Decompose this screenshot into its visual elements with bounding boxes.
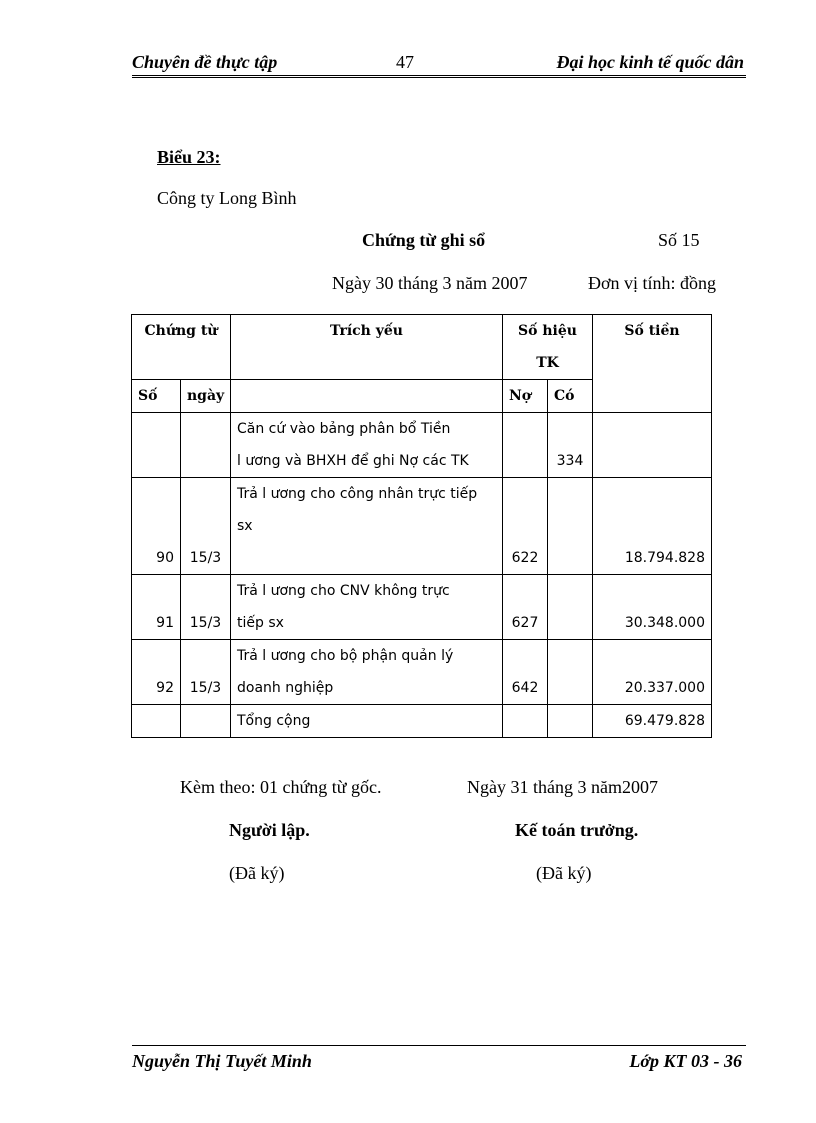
- cell-number: 91: [132, 575, 181, 640]
- signature-date: Ngày 31 tháng 3 năm2007: [467, 777, 658, 797]
- document-title: Chứng từ ghi sổ: [362, 230, 486, 250]
- cell-date: 15/3: [181, 478, 231, 575]
- document-date: Ngày 30 tháng 3 năm 2007: [332, 273, 528, 293]
- cell-credit: [548, 478, 593, 575]
- table-row: [132, 413, 712, 478]
- chief-accountant-signed: (Đã ký): [536, 863, 592, 883]
- currency-unit: Đơn vị tính: đồng: [588, 273, 717, 293]
- header-divider-double: [132, 77, 746, 78]
- cell-date: [181, 413, 231, 478]
- header-thesis-title: Chuyên đề thực tập: [132, 52, 278, 72]
- header-credit: Có: [548, 380, 593, 413]
- cell-number: 90: [132, 478, 181, 575]
- cell-description: [231, 575, 503, 640]
- total-empty: [503, 705, 548, 738]
- description-line: Căn cứ vào bảng phân bổ Tiền: [237, 421, 451, 437]
- cell-amount: [593, 413, 712, 478]
- cell-credit: [548, 640, 593, 705]
- cell-amount: 18.794.828: [593, 478, 712, 575]
- header-voucher: Chứng từ: [132, 315, 231, 380]
- total-empty: [132, 705, 181, 738]
- cell-description: [231, 478, 503, 575]
- cell-description: [231, 640, 503, 705]
- voucher-table: [131, 314, 712, 738]
- preparer-signed: (Đã ký): [229, 863, 285, 883]
- description-line: Trả l ương cho CNV không trực: [237, 583, 450, 599]
- cell-debit: 642: [503, 640, 548, 705]
- cell-description: [231, 413, 503, 478]
- cell-date: 15/3: [181, 640, 231, 705]
- header-number: Số: [132, 380, 181, 413]
- attachment-note: Kèm theo: 01 chứng từ gốc.: [180, 777, 382, 797]
- header-date: ngày: [181, 380, 231, 413]
- header-description: Trích yếu: [231, 315, 503, 380]
- description-line: Trả l ương cho công nhân trực tiếp: [237, 486, 478, 502]
- chief-accountant-title: Kế toán trưởng.: [515, 820, 639, 840]
- header-debit: Nợ: [503, 380, 548, 413]
- total-label: Tổng cộng: [231, 705, 503, 738]
- description-line: sx: [237, 518, 253, 534]
- header-divider: [132, 75, 746, 76]
- description-line: Trả l ương cho bộ phận quản lý: [237, 648, 454, 664]
- form-label: Biểu 23:: [157, 147, 221, 167]
- cell-number: 92: [132, 640, 181, 705]
- cell-amount: 30.348.000: [593, 575, 712, 640]
- cell-debit: [503, 413, 548, 478]
- table-row: [132, 640, 712, 705]
- table-header-row: [132, 315, 712, 380]
- total-empty: [548, 705, 593, 738]
- table-row: [132, 478, 712, 575]
- header-university: Đại học kinh tế quốc dân: [556, 52, 744, 72]
- cell-amount: 20.337.000: [593, 640, 712, 705]
- header-account: Số hiệu TK: [503, 315, 593, 380]
- cell-date: 15/3: [181, 575, 231, 640]
- description-line: tiếp sx: [237, 615, 284, 631]
- total-amount: 69.479.828: [593, 705, 712, 738]
- description-line: l ương và BHXH để ghi Nợ các TK: [237, 453, 469, 469]
- cell-debit: 627: [503, 575, 548, 640]
- footer-author: Nguyễn Thị Tuyết Minh: [132, 1051, 312, 1071]
- table-total-row: [132, 705, 712, 738]
- cell-number: [132, 413, 181, 478]
- footer-divider: [132, 1045, 746, 1046]
- total-empty: [181, 705, 231, 738]
- cell-credit: 334: [548, 413, 593, 478]
- description-line: [237, 542, 496, 574]
- preparer-title: Người lập.: [229, 820, 310, 840]
- company-name: Công ty Long Bình: [157, 188, 297, 208]
- cell-debit: 622: [503, 478, 548, 575]
- table-row: [132, 575, 712, 640]
- cell-credit: [548, 575, 593, 640]
- page-number: 47: [396, 52, 414, 72]
- document-number: Số 15: [658, 230, 700, 250]
- footer-class: Lớp KT 03 - 36: [629, 1051, 742, 1071]
- description-line: doanh nghiệp: [237, 680, 334, 696]
- header-amount: Số tiền: [593, 315, 712, 413]
- header-empty: [231, 380, 503, 413]
